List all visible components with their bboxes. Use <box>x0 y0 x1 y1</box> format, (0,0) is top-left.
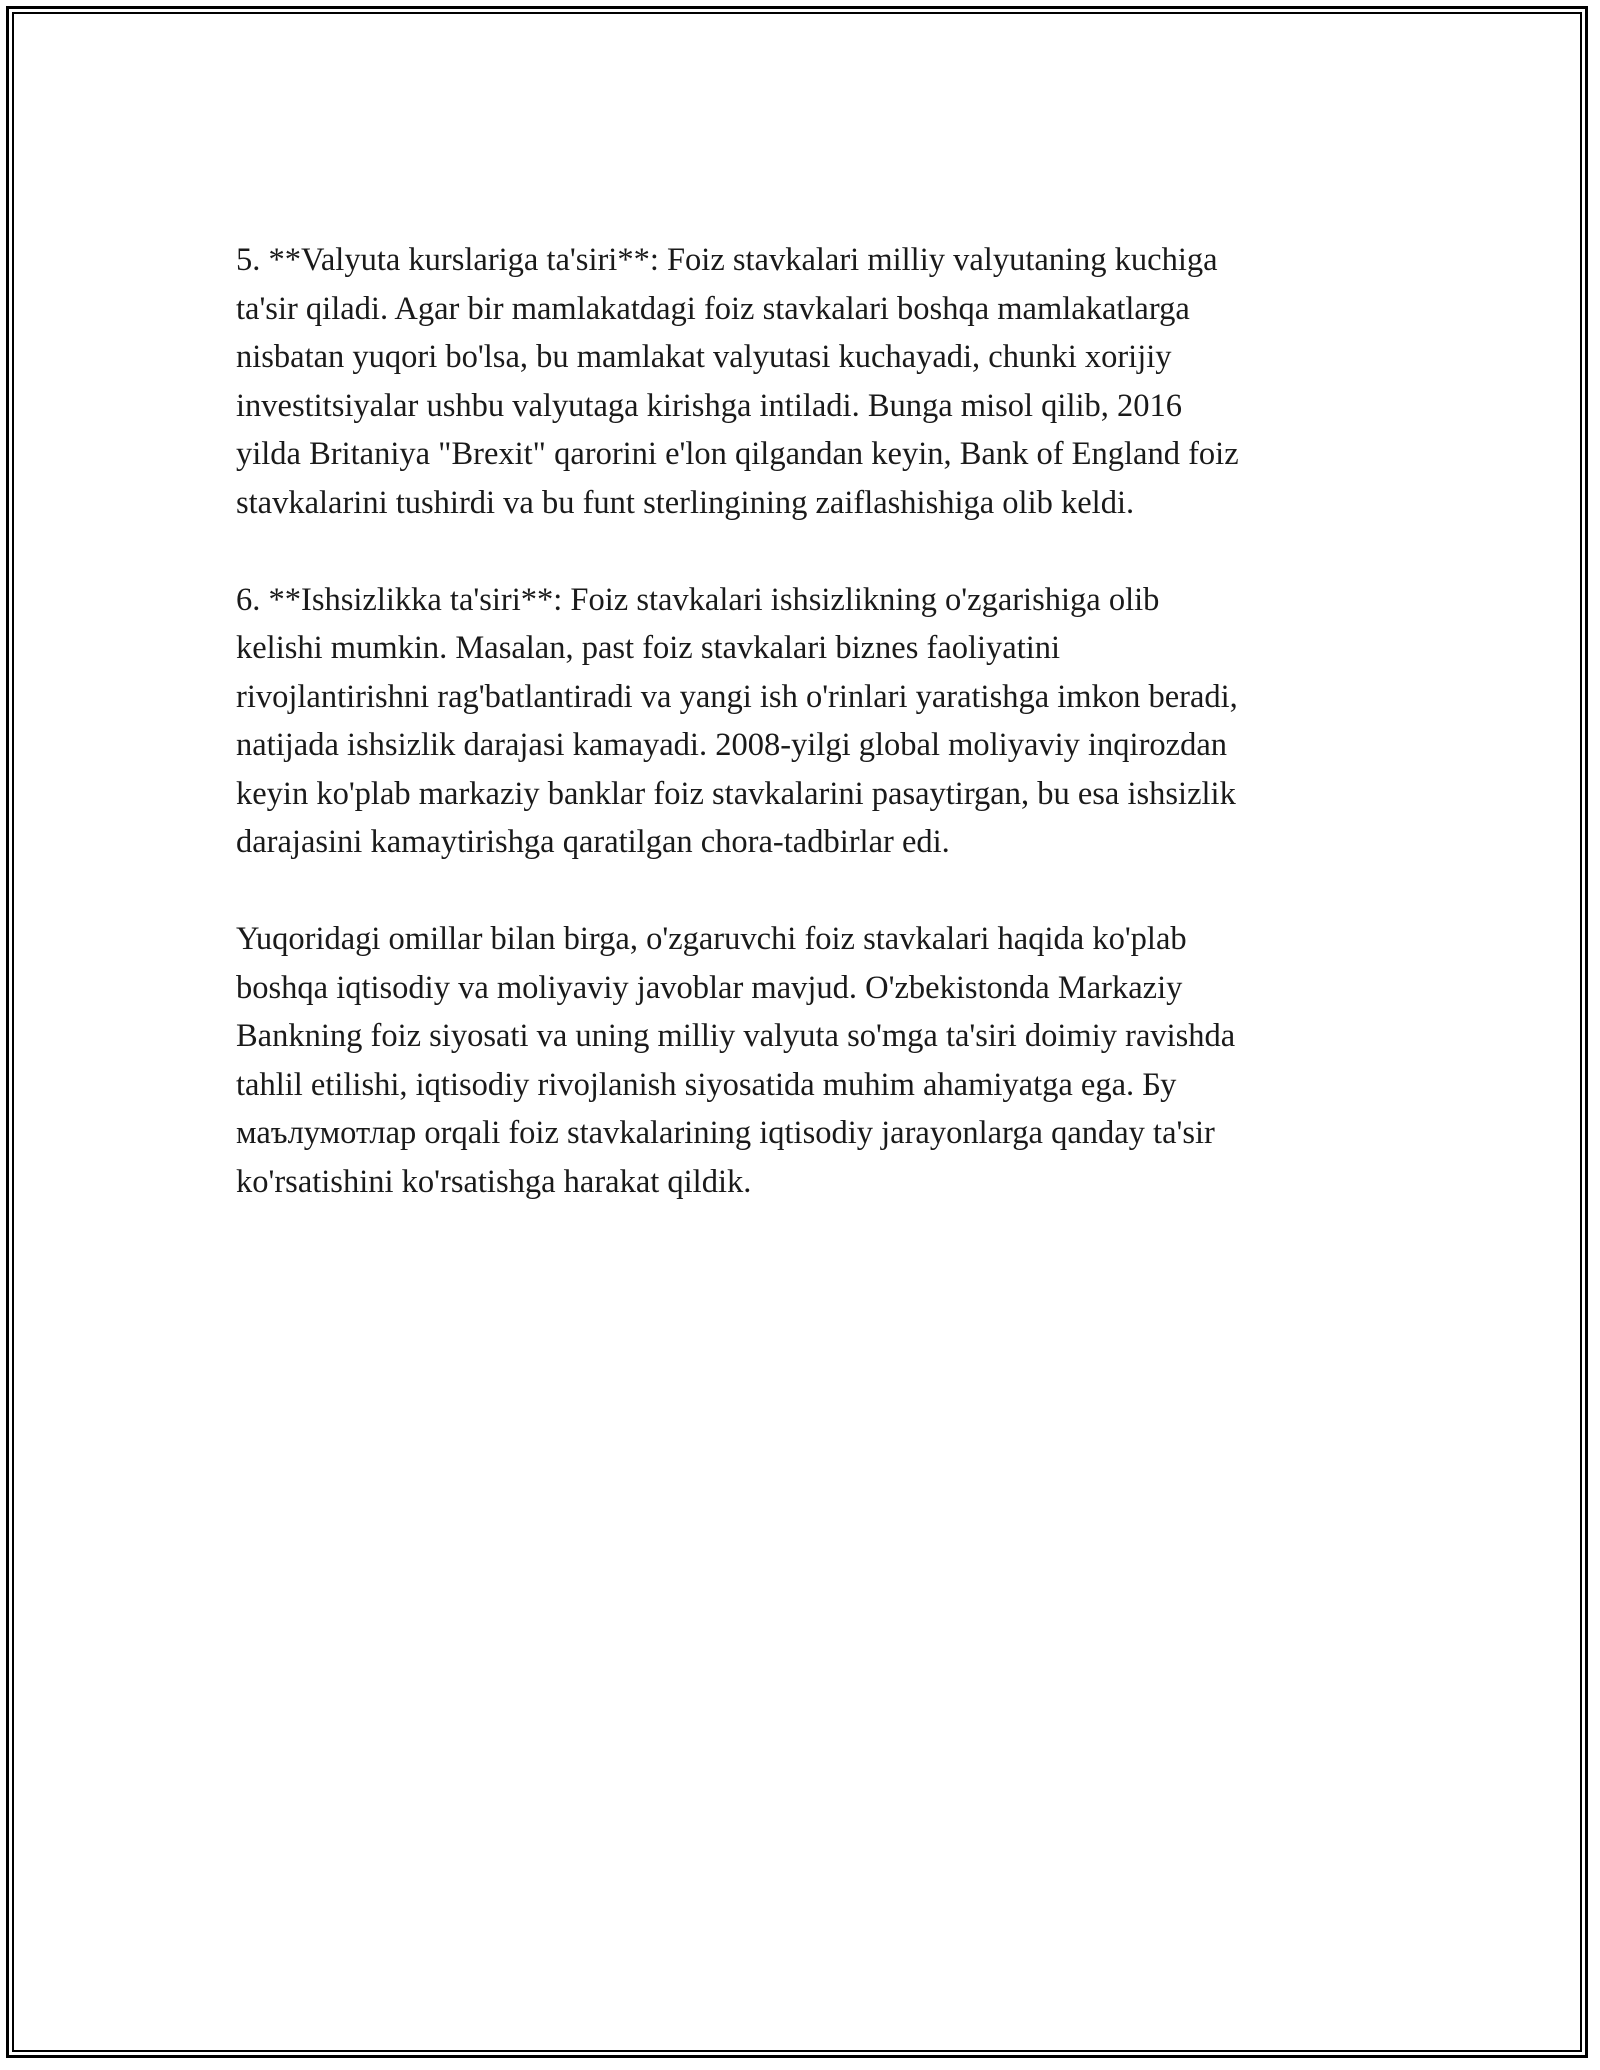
document-body <box>236 236 1376 1255</box>
paragraph-conclusion: Yuqoridagi omillar bilan birga, o'zgaruvchi foiz stavkalari haqida ko'plab boshqa iqtisodiy va moliyaviy javoblar mavjud. O'zbekistonda Markaziy Bankning foiz siyosati va uning milliy valyuta so'mga ta'siri doimiy ravishda tahlil etilishi, iqtisodiy rivojlanish siyosatida muhim ahamiyatga ega. Бу маълумотлар orqali foiz stavkalarining iqtisodiy jarayonlarga qanday ta'sir ko'rsatishini ko'rsatishga harakat qildik. <box>236 921 1236 1200</box>
paragraph-currency-effect: 5. **Valyuta kurslariga ta'siri**: Foiz stavkalari milliy valyutaning kuchiga ta'sir qiladi. Agar bir mamlakatdagi foiz stavkalari boshqa mamlakatlarga nisbatan yuqori bo'lsa, bu mamlakat valyutasi kuchayadi, chunki xorijiy investitsiyalar ushbu valyutaga kirishga intiladi. Bunga misol qilib, 2016 yilda Britaniya "Brexit" qarorini e'lon qilgandan keyin, Bank of England foiz stavkalarini tushirdi va bu funt sterlingining zaiflashishiga olib keldi. <box>236 242 1239 521</box>
paragraph-unemployment-effect: 6. **Ishsizlikka ta'siri**: Foiz stavkalari ishsizlikning o'zgarishiga olib kelishi mumkin. Masalan, past foiz stavkalari biznes faoliyatini rivojlantirishni rag'batlantiradi va yangi ish o'rinlari yaratishga imkon beradi, natijada ishsizlik darajasi kamayadi. 2008-yilgi global moliyaviy inqirozdan keyin ko'plab markaziy banklar foiz stavkalarini pasaytirgan, bu esa ishsizlik darajasini kamaytirishga qaratilgan chora-tadbirlar edi. <box>236 581 1238 860</box>
